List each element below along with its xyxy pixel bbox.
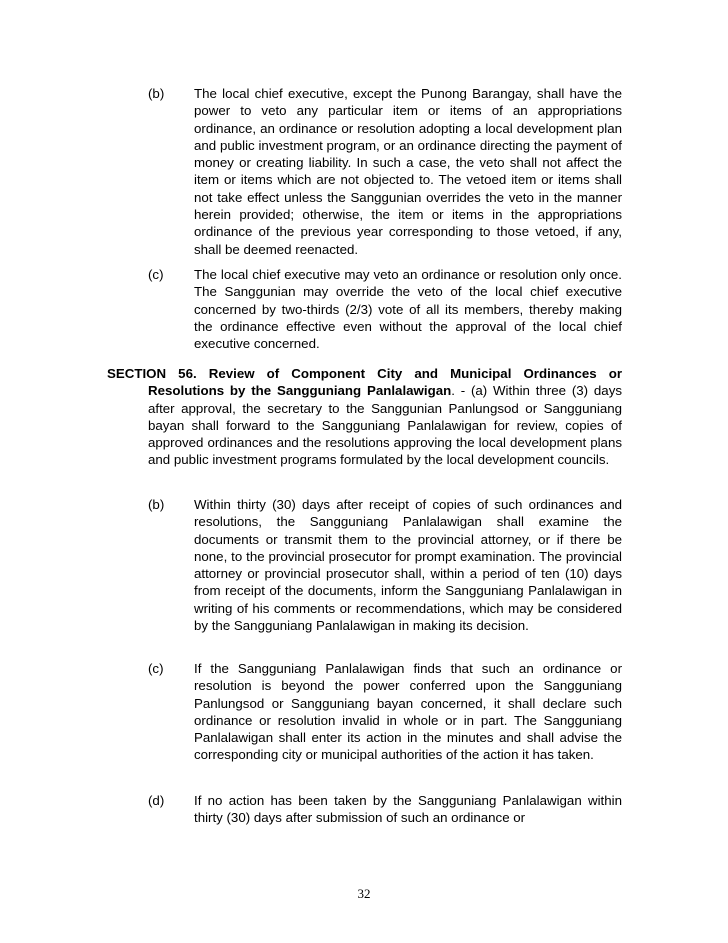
clause-text: If the Sangguniang Panlalawigan finds that such an ordinance or resolution is beyond the power conferred upon the Sangguniang Panlungsod or Sangguniang bayan concerned, it shall declare such ordinance or resolution invalid in whole or in part. The Sangguniang Panlalawigan shall enter its action in the minutes and shall advise the corresponding city or municipal authorities of the action it has taken.: [194, 661, 622, 763]
section-heading: SECTION 56. Review of Component City and Municipal Ordinances or Resolutions by the Sangguniang Panlalawigan: [107, 366, 622, 399]
clause-text: The local chief executive may veto an ordinance or resolution only once. The Sanggunian may override the veto of the local chief executive concerned by two-thirds (2/3) vote of all its members, thereby making the ordinance effective even without the approval of the local chief executive concerned.: [194, 267, 622, 352]
clause-label: (b): [148, 86, 165, 101]
clause-text: Within thirty (30) days after receipt of copies of such ordinances and resolutions, the Sangguniang Panlalawigan shall examine the documents or transmit them to the provincial attorney, or if there be none, to the provincial prosecutor for prompt examination. The provincial attorney or provincial prosecutor shall, within a period of ten (10) days from receipt of the documents, inform the Sangguniang Panlalawigan in writing of his comments or recommendations, which may be considered by the Sangguniang Panlalawigan in making its decision.: [194, 497, 622, 634]
clause-text: If no action has been taken by the Sangguniang Panlalawigan within thirty (30) days after submission of such an ordinance or: [194, 793, 622, 826]
clause-label: (b): [148, 497, 165, 512]
clause-text: The local chief executive, except the Punong Barangay, shall have the power to veto any particular item or items of an appropriations ordinance, an ordinance or resolution adopting a local development plan and public investment program, or an ordinance directing the payment of money or creating liability. In such a case, the veto shall not affect the item or items which are not objected to. The vetoed item or items shall not take effect unless the Sanggunian overrides the veto in the manner herein provided; otherwise, the item or items in the appropriations ordinance of the previous year corresponding to those vetoed, if any, shall be deemed reenacted.: [194, 86, 622, 257]
clause-label: (c): [148, 267, 164, 282]
section-56: [107, 365, 622, 469]
page-number: 32: [357, 886, 371, 901]
clause-label: (c): [148, 661, 164, 676]
section-separator: . -: [451, 383, 471, 399]
clause-label: (d): [148, 793, 165, 808]
section-text: (a) Within three (3) days after approval, the secretary to the Sanggunian Panlungsod or Sangguniang bayan shall forward to the Sangguniang Panlalawigan for review, copies of approved ordinances and the resolutions approving the local development plans and public investment programs formulated by the local development councils.: [148, 383, 622, 468]
